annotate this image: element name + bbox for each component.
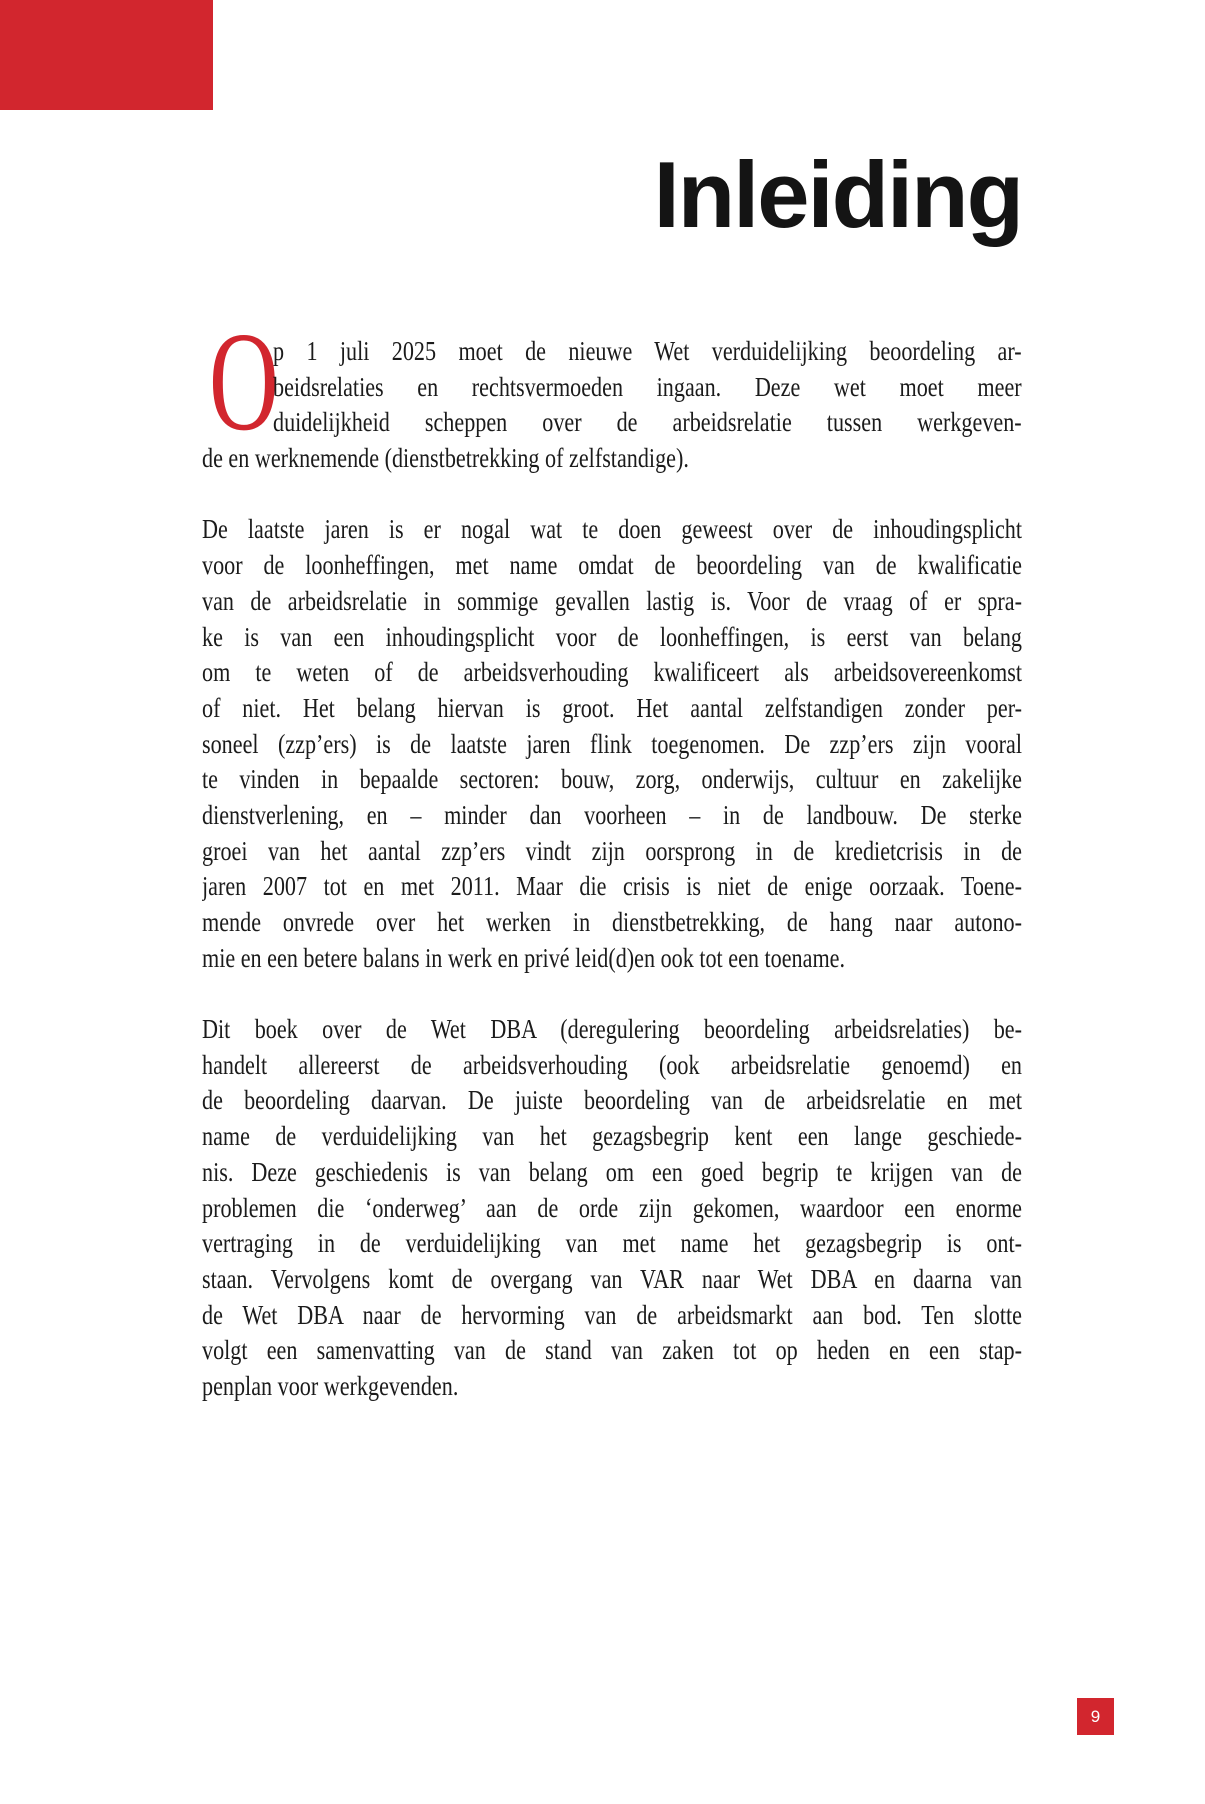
paragraph [202, 512, 1022, 976]
paragraph [202, 1012, 1022, 1405]
text-line: van de arbeidsrelatie in sommige gevallen lastig is. Voor de vraag of er spra- [202, 585, 1022, 616]
text-line: te vinden in bepaalde sectoren: bouw, zorg, onderwijs, cultuur en zakelijke [202, 764, 1022, 795]
paragraph [202, 334, 1022, 477]
paragraphs-container [202, 334, 1022, 1405]
text-line: de Wet DBA naar de hervorming van de arbeidsmarkt aan bod. Ten slotte [202, 1299, 1022, 1330]
text-line: problemen die ‘onderweg’ aan de orde zijn gekomen, waardoor een enorme [202, 1192, 1022, 1223]
text-line: voor de loonheffingen, met name omdat de beoordeling van de kwalificatie [202, 550, 1022, 581]
text-line: vertraging in de verduidelijking van met name het gezagsbegrip is ont- [202, 1228, 1022, 1259]
text-line: dienstverlening, en – minder dan voorheen – in de landbouw. De sterke [202, 799, 1022, 830]
page-number-badge [1077, 1698, 1114, 1735]
text-line: penplan voor werkgevenden. [202, 1370, 459, 1401]
text-line: ke is van een inhoudingsplicht voor de loonheffingen, is eerst van belang [202, 621, 1022, 652]
text-line: jaren 2007 tot en met 2011. Maar die crisis is niet de enige oorzaak. Toene- [202, 871, 1022, 902]
text-line: handelt allereerst de arbeidsverhouding (ook arbeidsrelatie genoemd) en [202, 1049, 1022, 1080]
text-line: of niet. Het belang hiervan is groot. Het aantal zelfstandigen zonder per- [202, 692, 1022, 723]
chapter-color-block [0, 0, 213, 110]
text-line: mende onvrede over het werken in dienstbetrekking, de hang naar autono- [202, 907, 1022, 937]
text-line: mie en een betere balans in werk en privé leid(d)en ook tot een toename. [202, 942, 846, 973]
text-line: Dit boek over de Wet DBA (deregulering beoordeling arbeidsrelaties) be- [202, 1014, 1022, 1045]
text-line: groei van het aantal zzp’ers vindt zijn oorsprong in de kredietcrisis in de [202, 835, 1022, 866]
text-line: soneel (zzp’ers) is de laatste jaren flink toegenomen. De zzp’ers zijn vooral [202, 728, 1022, 759]
text-line: om te weten of de arbeidsverhouding kwalificeert als arbeidsovereenkomst [202, 657, 1022, 688]
text-line: de beoordeling daarvan. De juiste beoordeling van de arbeidsrelatie en met [202, 1085, 1022, 1116]
text-line: De laatste jaren is er nogal wat te doen geweest over de inhoudingsplicht [202, 514, 1022, 545]
body-text [202, 302, 1022, 1405]
chapter-title: Inleiding [653, 142, 1022, 247]
text-line: name de verduidelijking van het gezagsbegrip kent een lange geschiede- [202, 1121, 1022, 1152]
text-line: volgt een samenvatting van de stand van zaken tot op heden en een stap- [202, 1335, 1022, 1366]
text-line: de en werknemende (dienstbetrekking of zelfstandige). [202, 443, 689, 474]
text-line: beidsrelaties en rechtsvermoeden ingaan. Deze wet moet meer [273, 371, 1022, 402]
text-line: duidelijkheid scheppen over de arbeidsrelatie tussen werkgeven- [273, 407, 1022, 438]
text-line: p 1 juli 2025 moet de nieuwe Wet verduidelijking beoordeling ar- [273, 336, 1022, 366]
text-line: staan. Vervolgens komt de overgang van VAR naar Wet DBA en daarna van [202, 1263, 1022, 1294]
drop-cap-letter: O [209, 302, 279, 460]
text-line: nis. Deze geschiedenis is van belang om een goed begrip te krijgen van de [202, 1156, 1022, 1187]
page-number: 9 [1090, 1706, 1101, 1726]
